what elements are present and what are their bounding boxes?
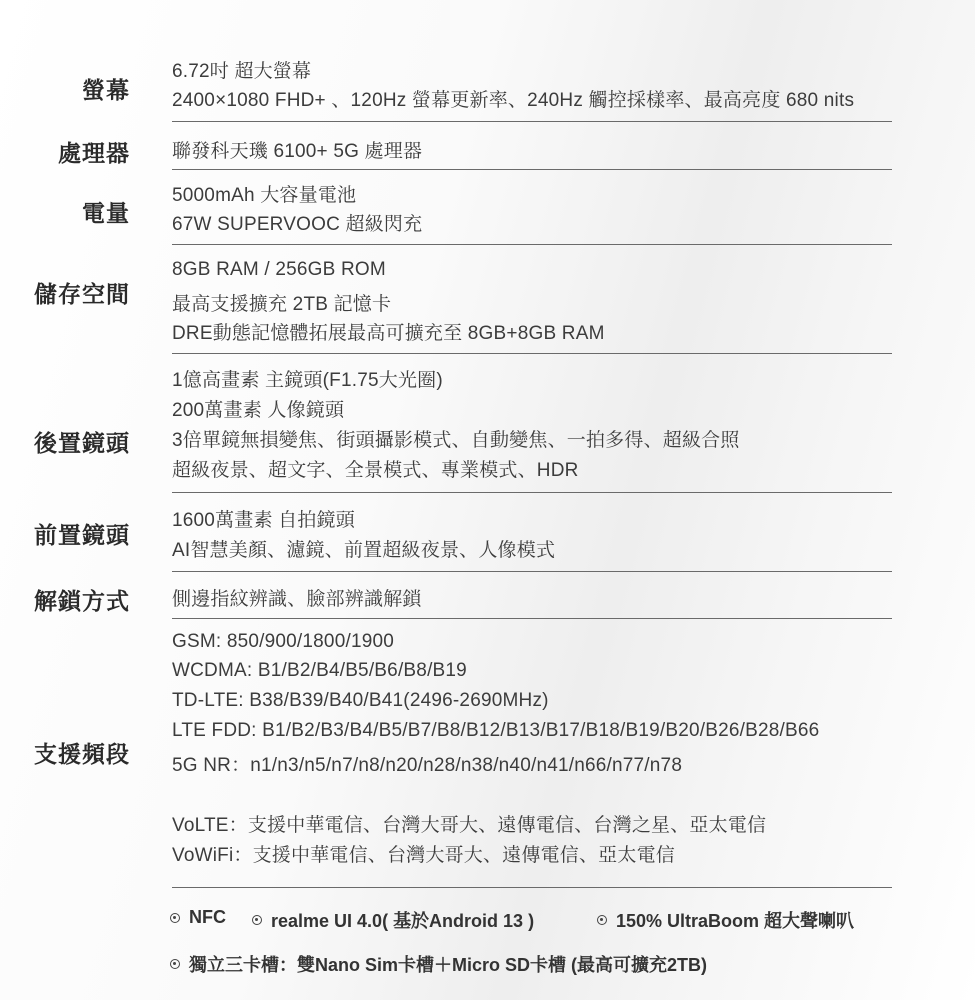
spec-line: 67W SUPERVOOC 超級閃充: [172, 214, 423, 235]
spec-label-front-camera: 前置鏡頭: [34, 522, 130, 548]
spec-line: 最高支援擴充 2TB 記憶卡: [172, 294, 392, 315]
spec-line: 5000mAh 大容量電池: [172, 185, 357, 206]
feature-item: [170, 951, 707, 977]
divider: [172, 169, 892, 170]
spec-line: GSM: 850/900/1800/1900: [172, 631, 395, 652]
feature-label: 150% UltraBoom 超大聲喇叭: [616, 911, 855, 931]
feature-item: [597, 907, 854, 933]
divider: [172, 121, 892, 122]
spec-label-rear-camera: 後置鏡頭: [34, 430, 130, 456]
spec-line: 8GB RAM / 256GB ROM: [172, 259, 386, 280]
spec-label-bands: 支援頻段: [34, 741, 130, 767]
feature-label: 獨立三卡槽：雙Nano Sim卡槽＋Micro SD卡槽 (最高可擴充2TB): [189, 955, 708, 975]
spec-line: DRE動態記憶體拓展最高可擴充至 8GB+8GB RAM: [172, 323, 605, 344]
divider: [172, 571, 892, 572]
feature-label: NFC: [189, 907, 226, 927]
divider: [172, 492, 892, 493]
bullet-icon: [170, 913, 180, 923]
spec-line: TD-LTE: B38/B39/B40/B41(2496-2690MHz): [172, 690, 549, 711]
spec-line: 側邊指紋辨識、臉部辨識解鎖: [172, 589, 422, 610]
divider: [172, 618, 892, 619]
spec-line: 超級夜景、超文字、全景模式、專業模式、HDR: [172, 460, 579, 481]
spec-line: 6.72吋 超大螢幕: [172, 61, 312, 82]
divider: [172, 244, 892, 245]
spec-line: 3倍單鏡無損變焦、街頭攝影模式、自動變焦、一拍多得、超級合照: [172, 430, 740, 451]
feature-item: [170, 907, 226, 928]
feature-label: realme UI 4.0( 基於Android 13 ): [271, 911, 535, 931]
bullet-icon: [170, 959, 180, 969]
spec-line: 1600萬畫素 自拍鏡頭: [172, 510, 355, 531]
spec-label-unlock: 解鎖方式: [34, 588, 130, 614]
spec-line: 1億高畫素 主鏡頭(F1.75大光圈): [172, 370, 443, 391]
spec-line: 5G NR：n1/n3/n5/n7/n8/n20/n28/n38/n40/n41/n66/n77/n78: [172, 755, 683, 776]
spec-line: LTE FDD: B1/B2/B3/B4/B5/B7/B8/B12/B13/B17/B18/B19/B20/B26/B28/B66: [172, 720, 820, 741]
feature-item: [252, 907, 534, 933]
spec-label-processor: 處理器: [58, 140, 130, 166]
spec-label-battery: 電量: [82, 200, 130, 226]
spec-label-display: 螢幕: [82, 77, 130, 103]
bullet-icon: [597, 915, 607, 925]
spec-line: 200萬畫素 人像鏡頭: [172, 400, 345, 421]
divider: [172, 353, 892, 354]
spec-line: 2400×1080 FHD+ 、120Hz 螢幕更新率、240Hz 觸控採樣率、最高亮度 680 nits: [172, 90, 855, 111]
spec-line: VoWiFi：支援中華電信、台灣大哥大、遠傳電信、亞太電信: [172, 845, 675, 866]
spec-line: AI智慧美顏、濾鏡、前置超級夜景、人像模式: [172, 540, 556, 561]
spec-line: VoLTE：支援中華電信、台灣大哥大、遠傳電信、台灣之星、亞太電信: [172, 815, 767, 836]
spec-line: 聯發科天璣 6100+ 5G 處理器: [172, 141, 423, 162]
bullet-icon: [252, 915, 262, 925]
spec-line: WCDMA: B1/B2/B4/B5/B6/B8/B19: [172, 660, 467, 681]
spec-label-storage: 儲存空間: [34, 281, 130, 307]
divider: [172, 887, 892, 888]
